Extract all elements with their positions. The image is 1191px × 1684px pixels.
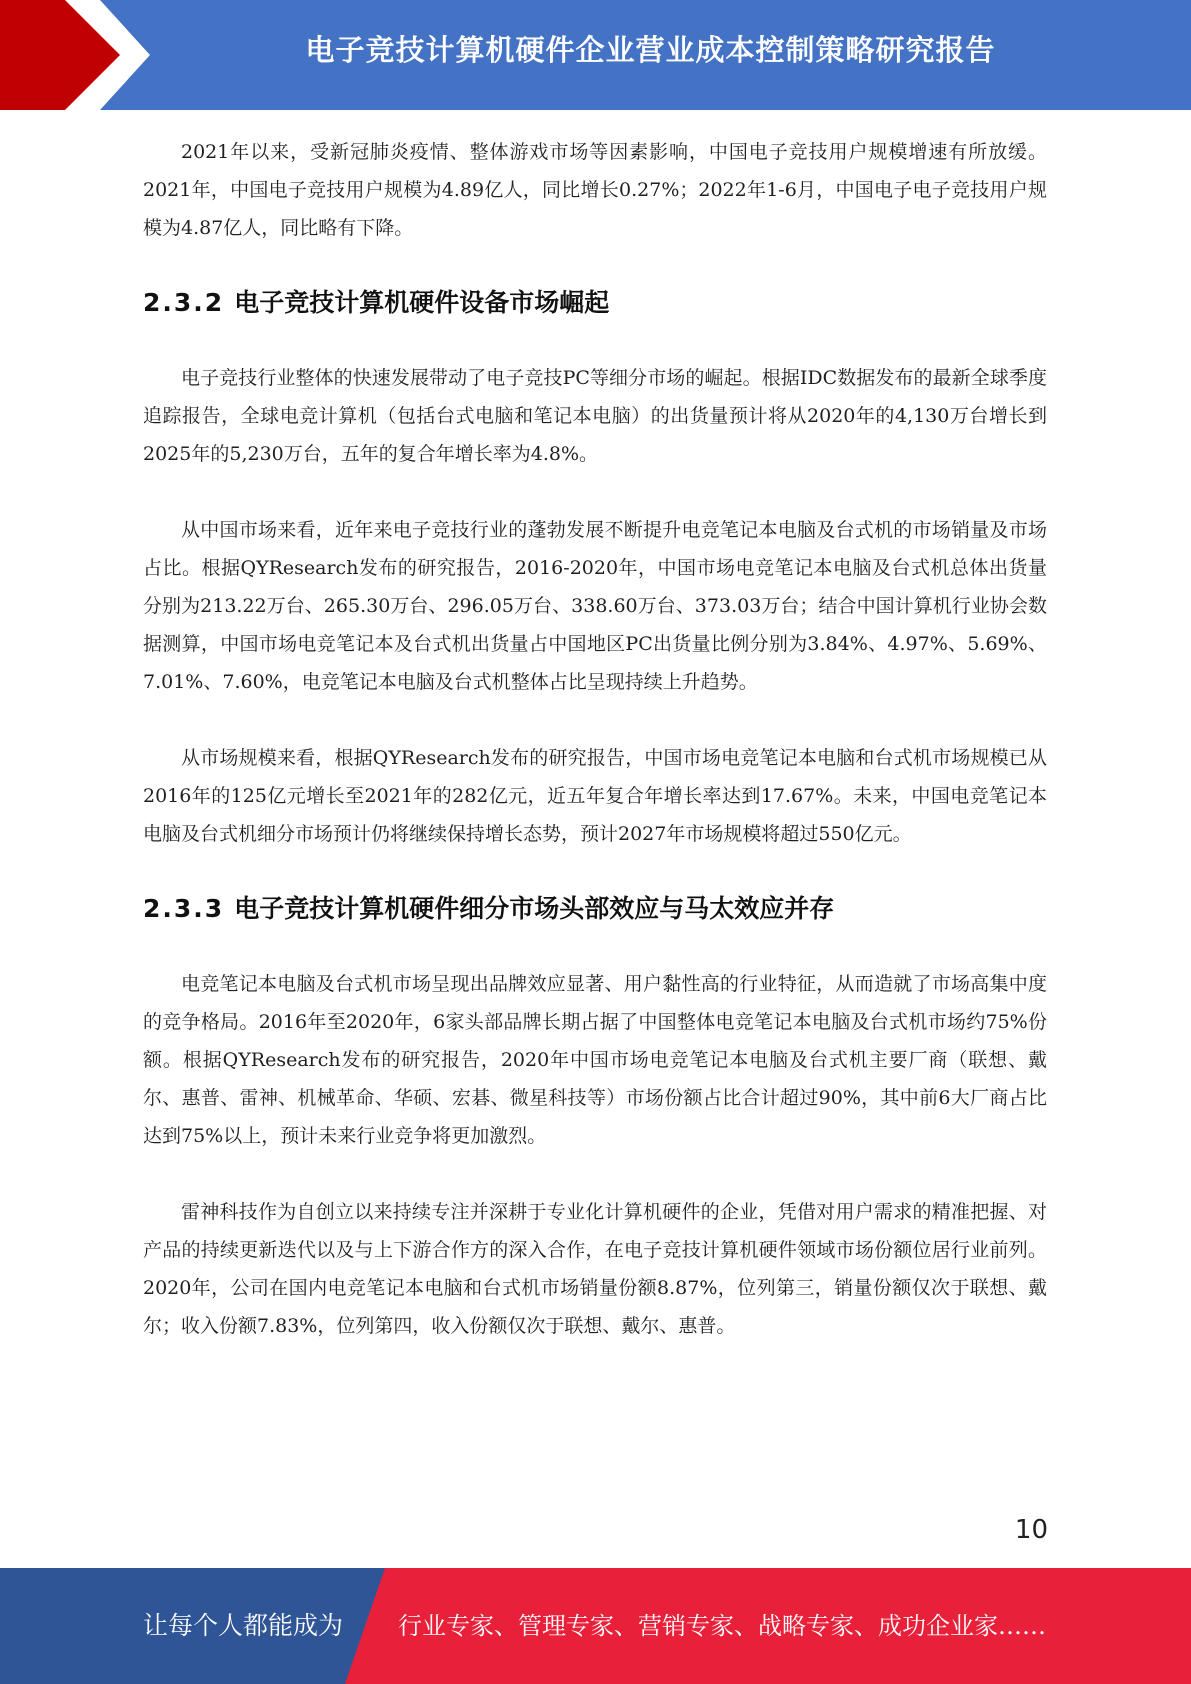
report-title: 电子竞技计算机硬件企业营业成本控制策略研究报告 xyxy=(305,33,996,67)
section-number: 2.3.2 xyxy=(143,288,225,317)
footer-slogan-lead: 让每个人都能成为 xyxy=(143,1611,344,1640)
paragraph: 电竞笔记本电脑及台式机市场呈现出品牌效应显著、用户黏性高的行业特征，从而造就了市场高集中度的竞争格局。2016年至2020年，6家头部品牌长期占据了中国整体电竞笔记本电脑及台式机市场约75%份额。根据QYResearch发布的研究报告，2020年中国市场电竞笔记本电脑及台式机主要厂商（联想、戴尔、惠普、雷神、机械革命、华硕、宏碁、微星科技等）市场份额占比合计超过90%，其中前6大厂商占比达到75%以上，预计未来行业竞争将更加激烈。 xyxy=(143,973,1047,1147)
footer-banner xyxy=(0,1568,1191,1684)
paragraph: 雷神科技作为自创立以来持续专注并深耕于专业化计算机硬件的企业，凭借对用户需求的精准把握、对产品的持续更新迭代以及与上下游合作方的深入合作，在电子竞技计算机硬件领域市场份额位居行业前列。2020年，公司在国内电竞笔记本电脑和台式机市场销量份额8.87%，位列第三，销量份额仅次于联想、戴尔；收入份额7.83%，位列第四，收入份额仅次于联想、戴尔、惠普。 xyxy=(143,1201,1047,1337)
header-banner xyxy=(0,0,1191,110)
section-heading-2-3-2 xyxy=(143,285,1047,321)
paragraph: 从市场规模来看，根据QYResearch发布的研究报告，中国市场电竞笔记本电脑和台式机市场规模已从2016年的125亿元增长至2021年的282亿元，近五年复合年增长率达到17.67%。未来，中国电竞笔记本电脑及台式机细分市场预计仍将继续保持增长态势，预计2027年市场规模将超过550亿元。 xyxy=(143,747,1047,845)
footer-slogan-roles: 行业专家、管理专家、营销专家、战略专家、成功企业家…… xyxy=(398,1612,1046,1640)
section-heading-2-3-3 xyxy=(143,891,1047,927)
page-content xyxy=(143,133,1047,1345)
section-title: 电子竞技计算机硬件设备市场崛起 xyxy=(234,288,610,317)
section-title: 电子竞技计算机硬件细分市场头部效应与马太效应并存 xyxy=(234,894,835,923)
paragraph: 电子竞技行业整体的快速发展带动了电子竞技PC等细分市场的崛起。根据IDC数据发布的最新全球季度追踪报告，全球电竞计算机（包括台式电脑和笔记本电脑）的出货量预计将从2020年的4,130万台增长到2025年的5,230万台，五年的复合年增长率为4.8%。 xyxy=(143,367,1047,465)
section-number: 2.3.3 xyxy=(143,894,225,923)
paragraph: 2021年以来，受新冠肺炎疫情、整体游戏市场等因素影响，中国电子竞技用户规模增速有所放缓。2021年，中国电子竞技用户规模为4.89亿人，同比增长0.27%；2022年1-6月，中国电子电子竞技用户规模为4.87亿人，同比略有下降。 xyxy=(143,141,1047,239)
page-number: 10 xyxy=(1014,1515,1048,1545)
paragraph: 从中国市场来看，近年来电子竞技行业的蓬勃发展不断提升电竞笔记本电脑及台式机的市场销量及市场占比。根据QYResearch发布的研究报告，2016-2020年，中国市场电竞笔记本电脑及台式机总体出货量分别为213.22万台、265.30万台、296.05万台、338.60万台、373.03万台；结合中国计算机行业协会数据测算，中国市场电竞笔记本及台式机出货量占中国地区PC出货量比例分别为3.84%、4.97%、5.69%、7.01%、7.60%，电竞笔记本电脑及台式机整体占比呈现持续上升趋势。 xyxy=(143,519,1047,693)
